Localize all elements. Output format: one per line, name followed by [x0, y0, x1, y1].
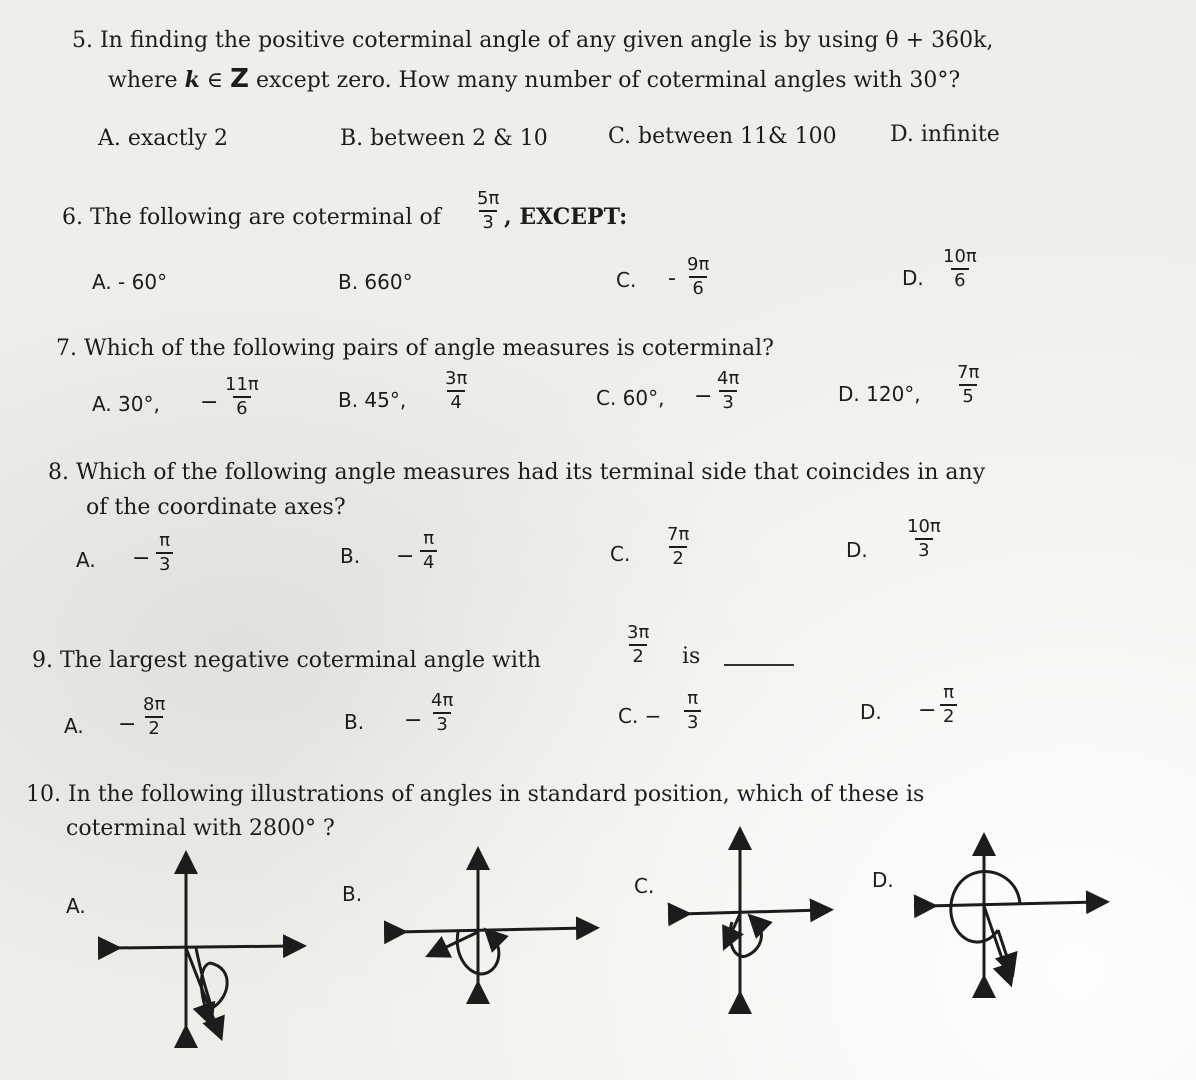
q8-c-num: 7π [667, 524, 690, 545]
q9-a-num: 8π [143, 694, 166, 715]
q7-option-b-label[interactable]: B. 45°, [338, 388, 407, 412]
q8-option-d-label[interactable]: D. [846, 538, 868, 562]
q6-c-num: 9π [687, 254, 710, 275]
q7-b-num: 3π [445, 368, 468, 389]
q7-a-num: 11π [225, 374, 259, 395]
q9-frac-den: 2 [629, 644, 646, 666]
q7-c-den: 3 [719, 390, 736, 412]
q10-illustration-a[interactable] [100, 858, 300, 1048]
q7-a-den: 6 [233, 396, 250, 418]
q9-option-b-label[interactable]: B. [344, 710, 365, 734]
q9-stem-fraction [624, 624, 652, 666]
q10-option-c-label[interactable]: C. [634, 874, 655, 898]
q7-option-c-label[interactable]: C. 60°, [596, 386, 665, 410]
q9-option-d-sign: − [918, 698, 937, 723]
q10-option-d-label[interactable]: D. [872, 868, 894, 892]
q8-a-den: 3 [156, 552, 173, 574]
q9-option-a-sign: − [118, 712, 137, 737]
q10-illustration-d[interactable] [922, 840, 1102, 990]
q8-option-d-fraction [904, 518, 944, 560]
q6-option-d-fraction [940, 248, 980, 290]
q9-c-num: π [687, 688, 699, 709]
q7-b-den: 4 [447, 390, 464, 412]
q9-b-num: 4π [431, 690, 454, 711]
q6-c-den: 6 [689, 276, 706, 298]
q6-option-c-fraction [684, 256, 712, 298]
q7-stem: 7. Which of the following pairs of angle measures is coterminal? [56, 336, 774, 361]
q5-line1: 5. In finding the positive coterminal angle of any given angle is by using θ + 360k, [72, 28, 994, 53]
q9-c-den: 3 [684, 710, 701, 732]
q6-option-a[interactable]: A. - 60° [92, 270, 168, 294]
q5-in: ∈ [199, 68, 231, 93]
q8-d-num: 10π [907, 516, 941, 537]
q9-d-den: 2 [940, 704, 957, 726]
q10-illustration-c[interactable] [676, 836, 826, 1006]
q9-option-a-label[interactable]: A. [64, 714, 84, 738]
q7-option-a-fraction [222, 376, 262, 418]
q5-line2 [108, 66, 960, 92]
q9-option-d-label[interactable]: D. [860, 700, 882, 724]
q6-d-num: 10π [943, 246, 977, 267]
q5-option-b[interactable]: B. between 2 & 10 [340, 126, 548, 151]
q6-stem: 6. The following are coterminal of [62, 205, 441, 230]
q8-c-den: 2 [669, 546, 686, 568]
q8-option-b-label[interactable]: B. [340, 544, 361, 568]
x-axis [110, 946, 295, 948]
q5-option-c[interactable]: C. between 11& 100 [608, 124, 837, 149]
q10-option-b-label[interactable]: B. [342, 882, 363, 906]
q7-option-b-fraction [442, 370, 470, 412]
q6-frac-num: 5π [477, 188, 500, 209]
q8-a-num: π [159, 530, 171, 551]
q7-option-a-label[interactable]: A. 30°, [92, 392, 160, 416]
q7-option-d-fraction [954, 364, 982, 406]
q8-option-a-sign: − [132, 546, 151, 571]
q9-answer-blank[interactable] [724, 664, 794, 666]
x-axis [396, 928, 588, 932]
q7-option-a-sign: − [200, 390, 219, 415]
q9-frac-num: 3π [627, 622, 650, 643]
q7-c-num: 4π [717, 368, 740, 389]
rotation-arc [196, 948, 227, 1016]
q10-illustration-b[interactable] [392, 856, 592, 996]
q9-option-c-fraction [684, 690, 701, 732]
q6-except: , EXCEPT: [504, 204, 628, 230]
q10-line1: 10. In the following illustrations of angles in standard position, which of these is [26, 782, 925, 807]
q9-b-den: 3 [433, 712, 450, 734]
q7-option-c-sign: − [694, 384, 713, 409]
q6-option-d-label[interactable]: D. [902, 266, 924, 290]
q9-option-c-label[interactable]: C. − [618, 704, 662, 728]
q6-stem-fraction [474, 190, 502, 232]
q10-line2: coterminal with 2800° ? [66, 816, 335, 841]
q7-option-d-label[interactable]: D. 120°, [838, 382, 921, 406]
q9-stem: 9. The largest negative coterminal angle with [32, 648, 541, 673]
q9-a-den: 2 [145, 716, 162, 738]
q8-option-c-label[interactable]: C. [610, 542, 631, 566]
q8-option-b-sign: − [396, 544, 415, 569]
q5-z: Z [230, 64, 249, 94]
q6-frac-den: 3 [479, 210, 496, 232]
q7-d-num: 7π [957, 362, 980, 383]
q5-option-a[interactable]: A. exactly 2 [98, 126, 229, 151]
q8-option-b-fraction [420, 530, 437, 572]
q5-k: k [184, 67, 200, 93]
q9-option-b-sign: − [404, 708, 423, 733]
q6-option-b[interactable]: B. 660° [338, 270, 413, 294]
q8-line1: 8. Which of the following angle measures had its terminal side that coincides in any [48, 460, 986, 485]
q6-d-den: 6 [951, 268, 968, 290]
q5-line2-pre: where [108, 68, 185, 93]
q5-option-d[interactable]: D. infinite [890, 122, 1000, 147]
q10-option-a-label[interactable]: A. [66, 894, 86, 918]
q8-b-den: 4 [420, 550, 437, 572]
q8-option-a-fraction [156, 532, 173, 574]
q9-d-num: π [943, 682, 955, 703]
q8-option-a-label[interactable]: A. [76, 548, 96, 572]
q5-line2-post: except zero. How many number of coterminal angles with 30°? [248, 68, 961, 93]
q7-d-den: 5 [959, 384, 976, 406]
q9-option-b-fraction [428, 692, 456, 734]
q8-option-c-fraction [664, 526, 692, 568]
q8-d-den: 3 [915, 538, 932, 560]
q8-b-num: π [423, 528, 435, 549]
q9-option-d-fraction [940, 684, 957, 726]
q8-line2: of the coordinate axes? [86, 495, 346, 520]
q9-option-a-fraction [140, 696, 168, 738]
q6-option-c-label[interactable]: C. [616, 268, 637, 292]
q9-is: is [682, 644, 701, 669]
q7-option-c-fraction [714, 370, 742, 412]
x-axis [680, 910, 822, 914]
q6-option-c-sign: - [668, 266, 676, 291]
